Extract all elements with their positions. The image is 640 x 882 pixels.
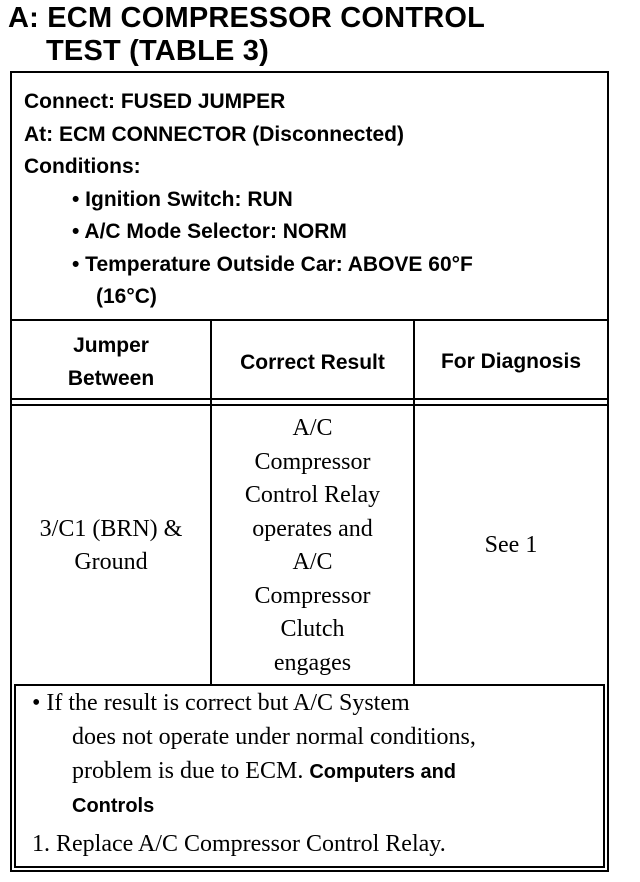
note-ecm-text: problem is due to ECM. <box>72 758 310 784</box>
result-line: engages <box>273 649 352 676</box>
test-setup <box>24 86 473 314</box>
header-for-diagnosis: For Diagnosis <box>440 349 582 373</box>
note-step-1: 1. Replace A/C Compressor Control Relay. <box>32 831 446 857</box>
test-table-box <box>10 71 609 872</box>
note-bullet-line-3 <box>32 754 476 789</box>
note-bullet-line-4: Controls <box>72 795 155 817</box>
header-jumper-line-1: Jumper <box>73 334 149 357</box>
condition-temperature-metric: (16°C) <box>96 285 157 308</box>
result-line: operates and <box>252 515 373 542</box>
result-line: Compressor <box>254 448 371 475</box>
notes-box <box>14 684 605 868</box>
result-line: Compressor <box>254 582 371 609</box>
note-computers-ref: Computers and <box>309 761 457 783</box>
condition-ignition: • Ignition Switch: RUN <box>72 187 293 211</box>
result-line: Clutch <box>280 616 345 642</box>
header-correct-result: Correct Result <box>240 350 385 374</box>
result-line: A/C <box>292 549 333 575</box>
header-jumper-line-2: Between <box>67 367 155 390</box>
cell-for-diagnosis: See 1 <box>484 532 538 559</box>
conditions-label: Conditions: <box>24 155 141 178</box>
title-line-2: TEST (TABLE 3) <box>46 35 269 67</box>
condition-temperature: • Temperature Outside Car: ABOVE 60°F <box>72 252 473 276</box>
note-bullet-line-1: • If the result is correct but A/C System <box>32 690 410 716</box>
header-rule-bottom <box>12 404 607 406</box>
page-title <box>8 2 485 68</box>
title-line-1: A: ECM COMPRESSOR CONTROL <box>8 2 486 34</box>
result-line: A/C <box>292 415 333 441</box>
notes-text <box>32 686 476 861</box>
note-bullet-line-2: does not operate under normal conditions, <box>72 724 476 750</box>
at-line: At: ECM CONNECTOR (Disconnected) <box>24 122 404 146</box>
header-rule-top <box>12 398 607 400</box>
jumper-line-2: Ground <box>74 549 148 575</box>
result-line: Control Relay <box>244 482 381 508</box>
setup-divider <box>12 319 607 321</box>
cell-jumper-between <box>12 408 210 684</box>
connect-line: Connect: FUSED JUMPER <box>24 90 286 113</box>
condition-mode-selector: • A/C Mode Selector: NORM <box>72 220 347 243</box>
jumper-line-1: 3/C1 (BRN) & <box>39 515 183 542</box>
cell-correct-result <box>212 408 413 684</box>
header-jumper-between <box>12 323 210 401</box>
